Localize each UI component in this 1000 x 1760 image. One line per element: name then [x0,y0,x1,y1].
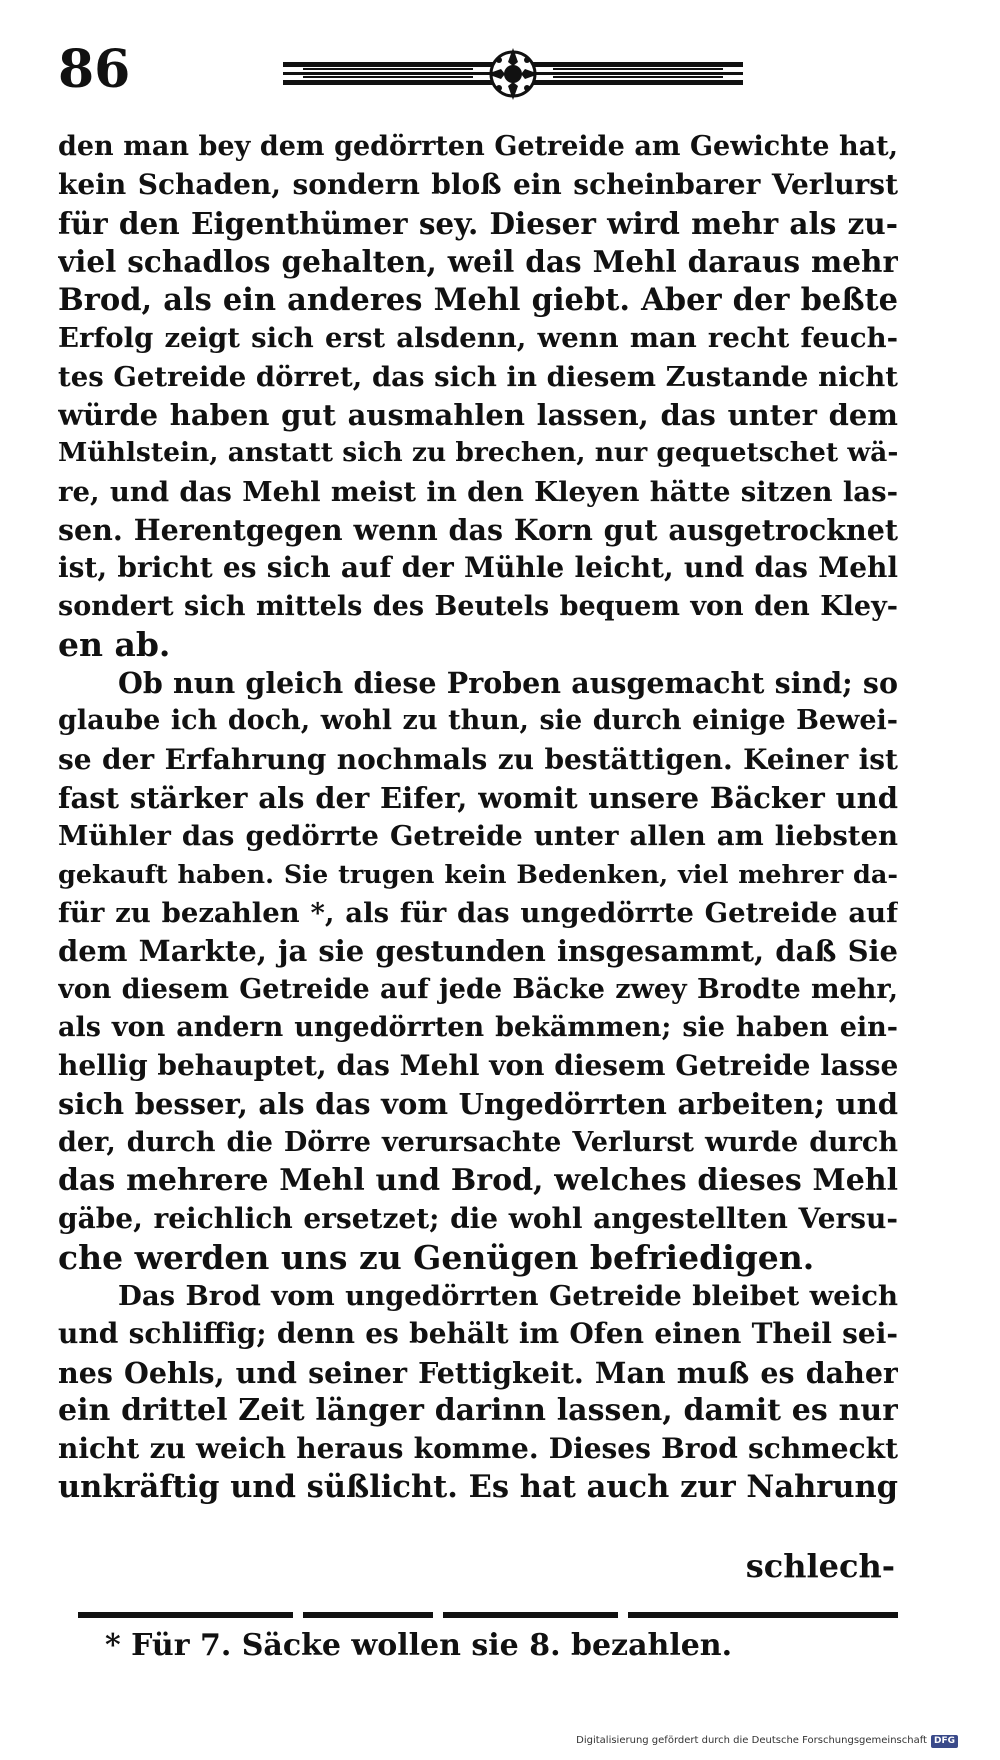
text-line: der, durch die Dörre verursachte Verlurst wurde durch [58,1126,898,1158]
dfg-logo: DFG [931,1735,958,1748]
text-line: en ab. [58,625,171,664]
text-line: würde haben gut ausmahlen lassen, das unter dem [58,398,898,433]
footnote: * Für 7. Säcke wollen sie 8. bezahlen. [105,1628,733,1663]
text-line: re, und das Mehl meist in den Kleyen hätte sitzen las- [58,475,898,508]
text-line: als von andern ungedörrten bekämmen; sie haben ein- [58,1011,898,1043]
text-line: ist, bricht es sich auf der Mühle leicht, und das Mehl [58,551,898,585]
text-line: Ob nun gleich diese Proben ausgemacht sind; so [118,666,898,701]
text-line: hellig behauptet, das Mehl von diesem Getreide lasse [58,1049,898,1083]
text-line: fast stärker als der Eifer, womit unsere Bäcker und [58,781,898,816]
text-line: Mühler das gedörrte Getreide unter allen am liebsten [58,820,898,853]
text-line: sich besser, als das vom Ungedörrten arbeiten; und [58,1087,898,1122]
digitization-credit [576,1734,958,1748]
footnote-rule [78,1610,898,1622]
text-line: ein drittel Zeit länger darinn lassen, damit es nur [58,1392,898,1428]
text-line: viel schadlos gehalten, weil das Mehl daraus mehr [58,243,898,279]
text-line: Erfolg zeigt sich erst alsdenn, wenn man recht feuch- [58,322,898,355]
text-line: Das Brod vom ungedörrten Getreide bleibet weich [118,1279,898,1312]
text-line: sen. Herentgegen wenn das Korn gut ausgetrocknet [58,512,898,547]
text-line: che werden uns zu Genügen befriedigen. [58,1238,815,1277]
text-line: sondert sich mittels des Beutels bequem von den Kley- [58,590,898,622]
text-line: kein Schaden, sondern bloß ein scheinbarer Verlurst [58,168,898,202]
text-line: nes Oehls, und seiner Fettigkeit. Man muß es daher [58,1355,898,1390]
text-line: für zu bezahlen *, als für das ungedörrte Getreide auf [58,896,898,929]
credit-text: Digitalisierung gefördert durch die Deutsche Forschungsgemeinschaft [576,1735,927,1746]
text-line: den man bey dem gedörrten Getreide am Gewichte hat, [58,131,898,162]
text-line: unkräftig und süßlicht. Es hat auch zur Nahrung [58,1469,898,1506]
page-header [58,30,918,110]
text-line: für den Eigenthümer sey. Dieser wird mehr als zu- [58,205,898,241]
text-line: nicht zu weich heraus komme. Dieses Brod schmeckt [58,1432,898,1466]
page-number: 86 [58,39,131,100]
text-line: glaube ich doch, wohl zu thun, sie durch einige Bewei- [58,705,898,737]
header-ornament [283,44,743,104]
text-line: Mühlstein, anstatt sich zu brechen, nur gequetschet wä- [58,437,898,469]
text-line: und schliffig; denn es behält im Ofen einen Theil sei- [58,1317,898,1351]
text-line: se der Erfahrung nochmals zu bestättigen. Keiner ist [58,742,898,776]
body-text [58,128,898,1507]
text-line: das mehrere Mehl und Brod, welches dieses Mehl [58,1163,898,1199]
catch-word: schlech- [745,1547,895,1585]
text-line: tes Getreide dörret, das sich in diesem Zustande nicht [58,360,898,393]
text-line: gäbe, reichlich ersetzet; die wohl angestellten Versu- [58,1202,898,1236]
text-line: gekauft haben. Sie trugen kein Bedenken, viel mehrer da- [58,859,898,890]
text-line: von diesem Getreide auf jede Bäcke zwey Brodte mehr, [58,973,898,1005]
text-line: dem Markte, ja sie gestunden insgesammt, daß Sie [58,934,898,969]
text-line: Brod, als ein anderes Mehl giebt. Aber der beßte [58,282,898,319]
